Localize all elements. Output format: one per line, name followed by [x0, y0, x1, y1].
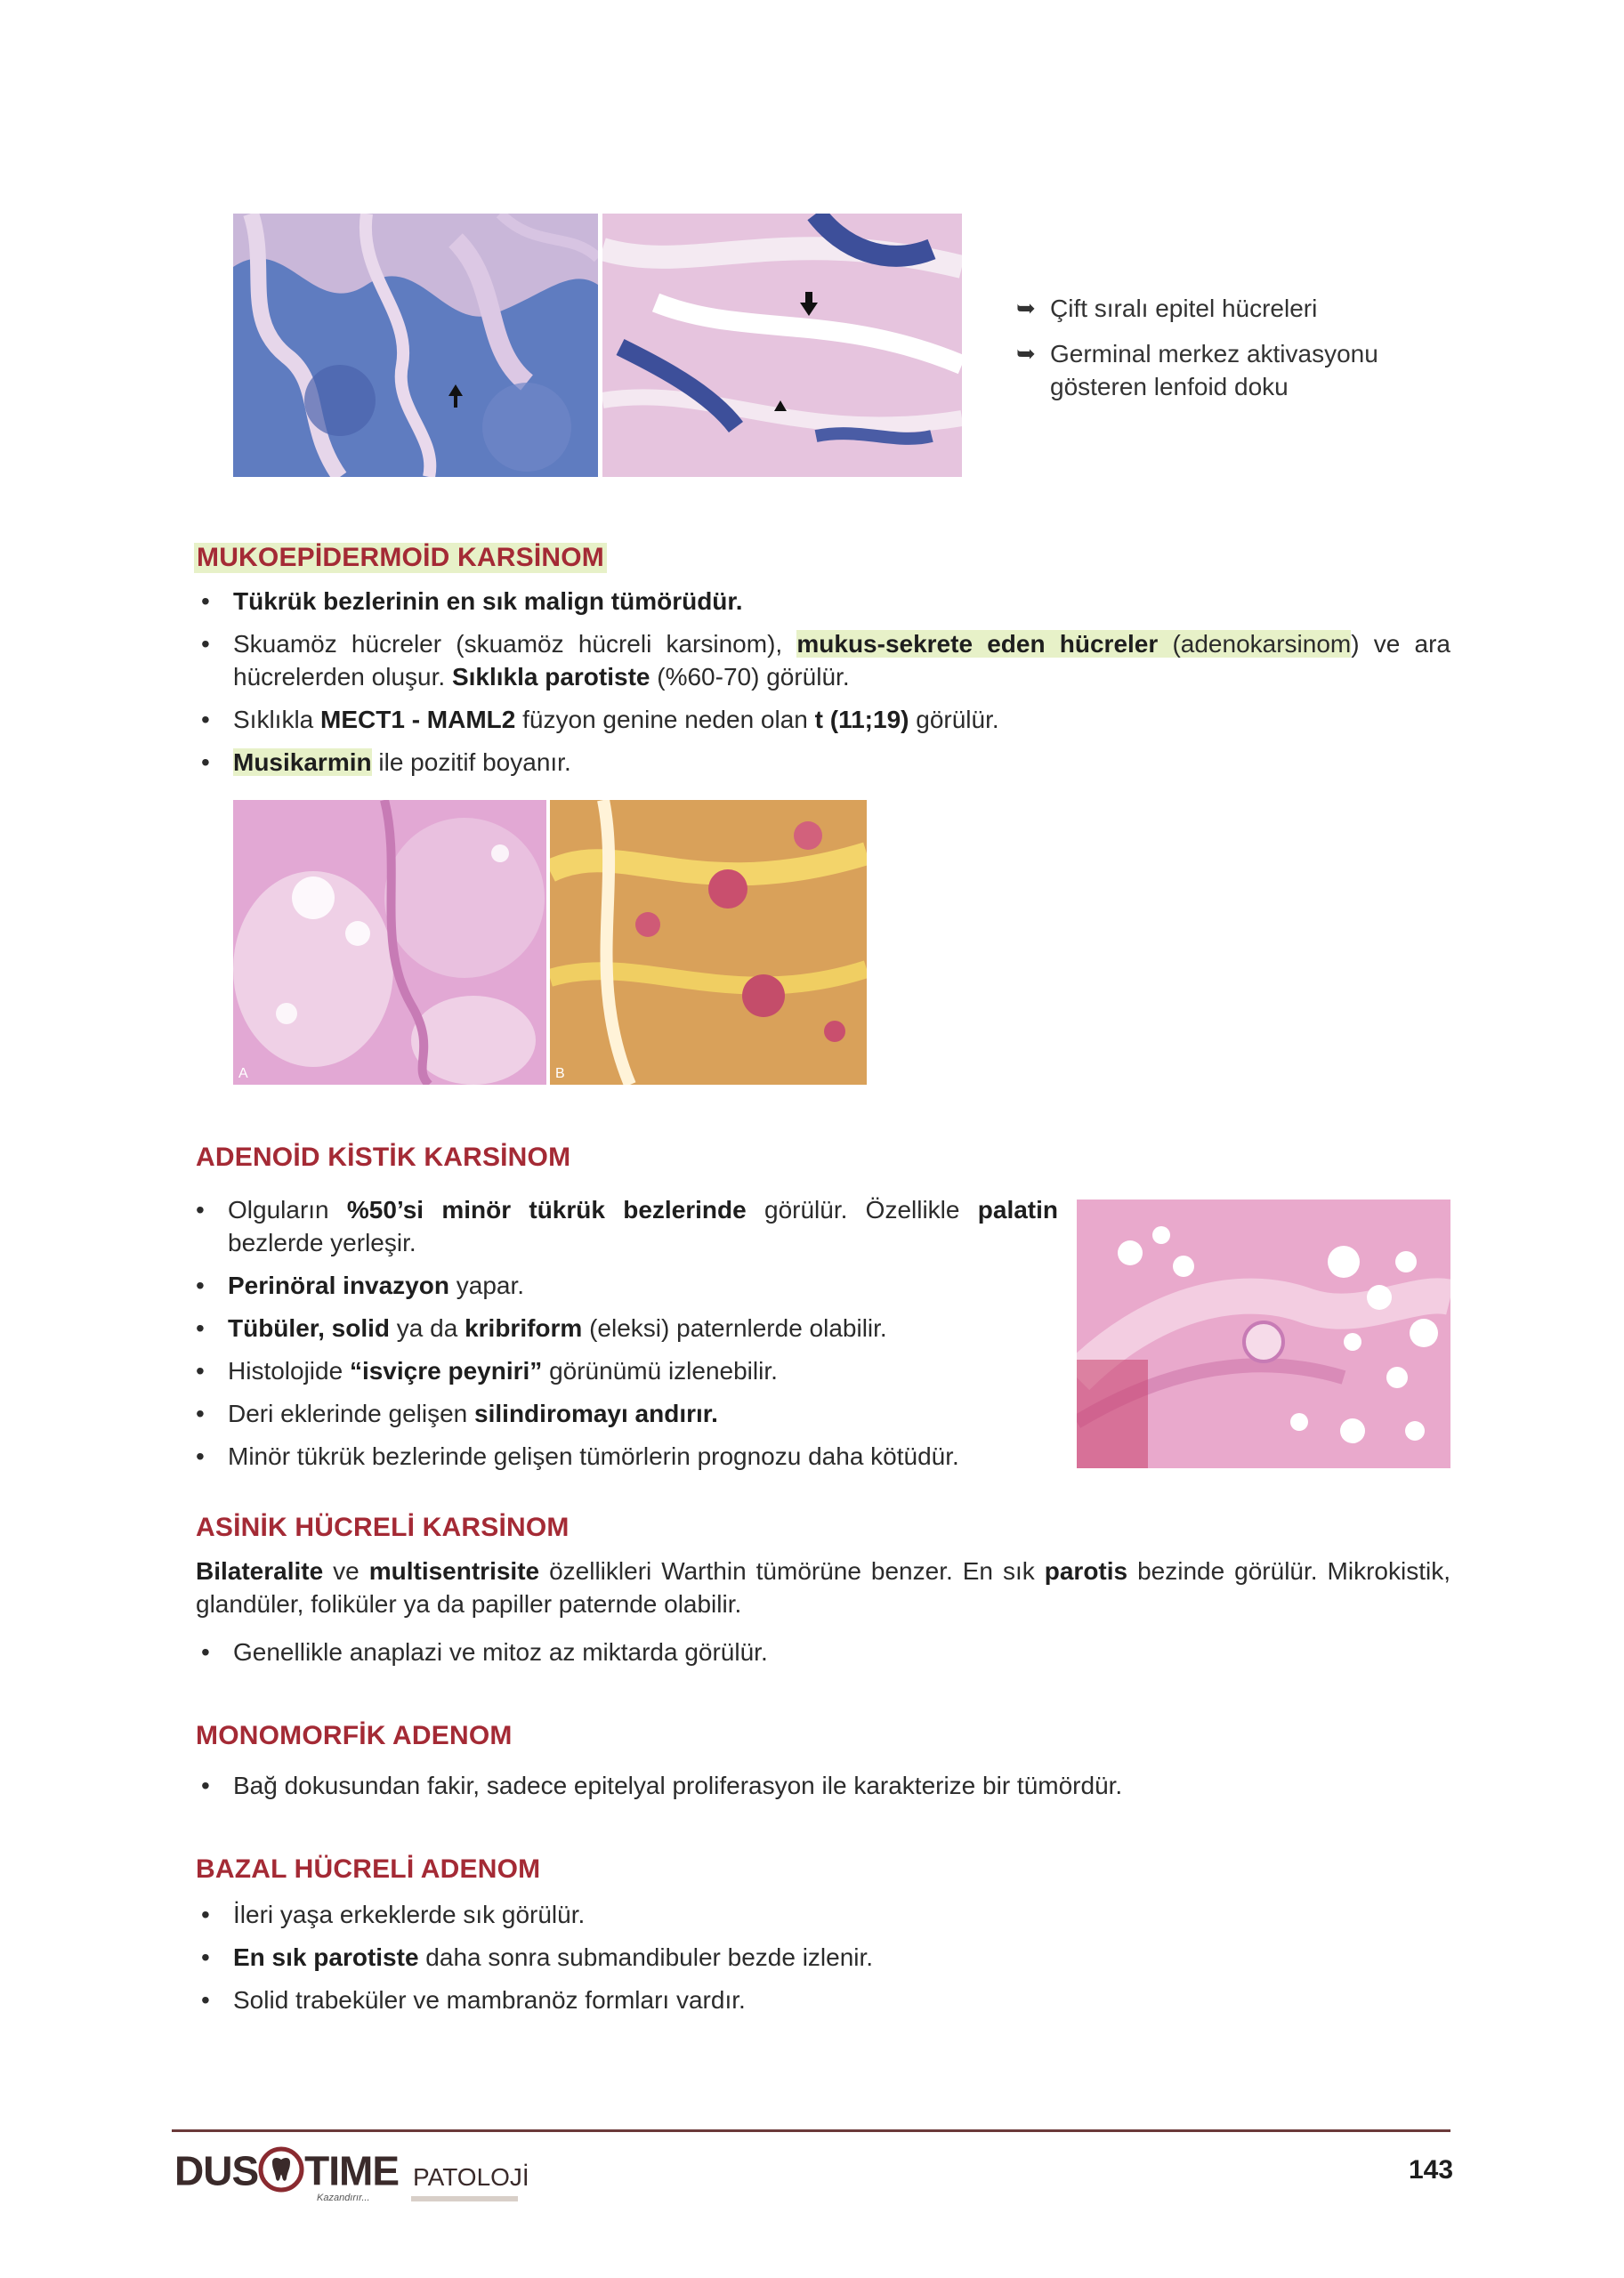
caption-text: Çift sıralı epitel hücreleri: [1050, 295, 1318, 322]
caption-item: [1016, 292, 1390, 325]
text: füzyon genine neden olan: [515, 706, 815, 733]
text: (eleksi) paternlerde olabilir.: [582, 1314, 887, 1342]
text: ya da: [390, 1314, 465, 1342]
text: Olguların: [228, 1196, 347, 1224]
section-title-asinik: ASİNİK HÜCRELİ KARSİNOM: [196, 1513, 570, 1542]
list-item: • Solid trabeküler ve mambranöz formları vardır.: [196, 1983, 1450, 2016]
asinik-list: [196, 1636, 1450, 1678]
list-item: [196, 746, 1450, 779]
bold-text: silindiromayı andırır.: [474, 1400, 718, 1427]
bold-text: Sıklıkla parotiste: [451, 663, 650, 691]
list-item: • İleri yaşa erkeklerde sık görülür.: [196, 1898, 1450, 1931]
monomorfik-list: [196, 1769, 1450, 1812]
logo-text-right: TIME: [304, 2147, 400, 2194]
text: Deri eklerinde gelişen: [228, 1400, 475, 1427]
bold-text: Perinöral invazyon: [228, 1272, 449, 1299]
text: görülür.: [909, 706, 999, 733]
logo-text-left: DUS: [174, 2147, 259, 2194]
text: ve: [323, 1557, 369, 1585]
text: ) ve ara hücrelerden oluşur.: [233, 630, 1450, 691]
image-captions: [1016, 292, 1390, 416]
list-item: [196, 1941, 1450, 1974]
mukoepidermoid-list: [196, 585, 1450, 788]
list-item: • Genellikle anaplazi ve mitoz az miktarda görülür.: [196, 1636, 1450, 1668]
bazal-list: [196, 1898, 1450, 2026]
text: Minör tükrük bezlerinde gelişen tümörlerin prognozu daha kötüdür.: [228, 1442, 959, 1470]
histology-image-warthin-left: [233, 214, 598, 477]
bold-text: palatin: [977, 1196, 1058, 1224]
list-item: [190, 1397, 1058, 1430]
text: Skuamöz hücreler (skuamöz hücreli karsinom),: [233, 630, 797, 658]
bold-text: Tükrük bezlerinin en sık malign tümörüdür.: [233, 587, 743, 615]
text: daha sonra submandibuler bezde izlenir.: [418, 1943, 874, 1971]
section-title-bazal: BAZAL HÜCRELİ ADENOM: [196, 1854, 541, 1884]
text: özellikleri Warthin tümörüne benzer. En sık: [539, 1557, 1045, 1585]
list-item: [190, 1354, 1058, 1387]
asinik-paragraph: [196, 1555, 1450, 1620]
caption-item: [1016, 337, 1390, 403]
bold-text: t (11;19): [814, 706, 909, 733]
bold-text: Bilateralite: [196, 1557, 324, 1585]
list-item: [196, 627, 1450, 693]
text: görünümü izlenebilir.: [542, 1357, 778, 1385]
text: Sıklıkla: [233, 706, 321, 733]
text: bezinde görülür. Mikrokistik, glandüler, foliküler ya da papiller paternde olabilir.: [196, 1557, 1450, 1618]
highlighted-text: (adenokarsinom: [1158, 630, 1352, 658]
text: (%60-70) görülür.: [650, 663, 850, 691]
subject-underline: [411, 2196, 518, 2201]
page-number: 143: [1409, 2155, 1454, 2185]
histology-image-adenoid-kistik: [1077, 1200, 1450, 1468]
list-item: [190, 1269, 1058, 1302]
image-label-a: A: [238, 1066, 248, 1081]
bold-text: En sık parotiste: [233, 1943, 419, 1971]
section-title-monomorfik: MONOMORFİK ADENOM: [196, 1721, 513, 1750]
list-item: [190, 1312, 1058, 1345]
subject-label: PATOLOJİ: [413, 2163, 529, 2191]
adenoid-list: [190, 1193, 1058, 1482]
list-item: [190, 1440, 1058, 1473]
histology-image-mukoepidermoid-a: [233, 800, 546, 1085]
list-item: [196, 585, 1450, 618]
text: görülür. Özellikle: [746, 1196, 978, 1224]
histology-image-mukoepidermoid-b: [550, 800, 867, 1085]
text: yapar.: [448, 1272, 525, 1299]
arrow-right-icon: ➥: [1016, 295, 1036, 321]
text: Histolojide: [228, 1357, 350, 1385]
highlighted-bold-text: mukus-sekrete eden hücreler: [796, 630, 1159, 658]
bold-text: MECT1 - MAML2: [320, 706, 516, 733]
histology-image-warthin-right: [602, 214, 962, 477]
logo-subtitle: Kazandırır...: [317, 2193, 370, 2203]
bold-text: Tübüler, solid: [228, 1314, 391, 1342]
image-label-b: B: [555, 1066, 565, 1081]
footer-divider: [172, 2129, 1450, 2132]
bold-text: kribriform: [465, 1314, 583, 1342]
bold-text: %50’si minör tükrük bezlerinde: [346, 1196, 747, 1224]
dustime-logo: [174, 2146, 400, 2203]
bold-text: parotis: [1044, 1557, 1128, 1585]
bold-text: “isviçre peyniri”: [349, 1357, 543, 1385]
section-title-mukoepidermoid: MUKOEPİDERMOİD KARSİNOM: [194, 543, 607, 573]
section-title-adenoid-kistik: ADENOİD KİSTİK KARSİNOM: [196, 1143, 571, 1172]
highlighted-bold-text: Musikarmin: [233, 748, 372, 776]
text: ile pozitif boyanır.: [371, 748, 571, 776]
tooth-icon: [258, 2146, 304, 2202]
arrow-right-icon: ➥: [1016, 340, 1036, 367]
caption-text: Germinal merkez aktivasyonu gösteren lenfoid doku: [1050, 340, 1378, 400]
bold-text: multisentrisite: [368, 1557, 540, 1585]
list-item: [196, 703, 1450, 736]
list-item: [190, 1193, 1058, 1259]
text: bezlerde yerleşir.: [228, 1229, 416, 1256]
list-item: • Bağ dokusundan fakir, sadece epitelyal proliferasyon ile karakterize bir tümördür.: [196, 1769, 1450, 1802]
